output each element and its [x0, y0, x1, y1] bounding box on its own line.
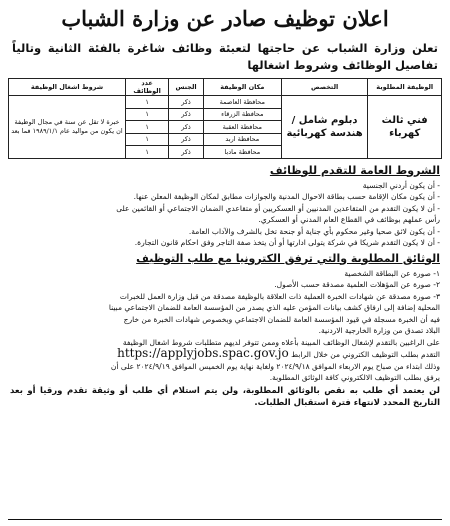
job-title-cell: فني ثالث كهرباء	[368, 96, 442, 159]
general-conditions-heading: الشروط العامة للتقدم للوظائف	[269, 163, 440, 177]
list-item: البلاد تصدق من وزارة الخارجية الاردنية.	[318, 326, 440, 335]
header-count: عدد الوظائف	[125, 79, 168, 96]
list-item: - أن لا يكون التقدم من المتقاعدين المدنيين أو العسكريين أو متقاعدي الضمان الاجتماعي أو القائمين على	[116, 203, 440, 213]
place-cell: محافظة مادبا	[203, 146, 281, 159]
count-cell: ١	[125, 108, 168, 121]
header-place: مكان الوظيفة	[203, 79, 281, 96]
header-job: الوظيفة المطلوبة	[368, 79, 442, 96]
list-item: - أن لا يكون التقدم شريكا في شركة يتولى ادارتها أو أن يتخذ صفة التاجر وفق احكام قانون التجارة.	[134, 238, 440, 247]
place-cell: محافظة العقبة	[203, 121, 281, 134]
jobs-table	[8, 78, 442, 159]
list-item: ١- صورة عن البطاقة الشخصية	[344, 268, 440, 278]
gender-cell: ذكر	[169, 108, 204, 121]
place-cell: محافظة العاصمة	[203, 96, 281, 109]
list-item: ٢- صورة عن المؤهلات العلمية مصدقة حسب الأصول.	[274, 280, 440, 289]
header-gender: الجنس	[169, 79, 204, 96]
header-conditions: شروط اشغال الوظيفة	[9, 79, 126, 96]
apply-line-1: على الراغبين بالتقدم لإشغال الوظائف المبينة بأعلاه وممن تتوفر لديهم متطلبات شروط اشغال الوظيفة	[122, 337, 440, 347]
count-cell: ١	[125, 121, 168, 134]
apply-line-2	[10, 348, 440, 361]
important-note: لن يعتمد أي طلب به نقص بالوثائق المطلوبة، ولن يتم استلام أي طلب أو وثيقة تقدم ورقيا أو بعد التاريخ المحدد لانتهاء فترة استقبال الطلبات.	[10, 385, 440, 408]
list-item: - أن يكون لائق صحيا وغير محكوم بأي جناية أو جنحة تخل بالشرف والآداب العامة.	[188, 226, 440, 236]
place-cell: محافظة الزرقاء	[203, 108, 281, 121]
count-cell: ١	[125, 96, 168, 109]
gender-cell: ذكر	[169, 121, 204, 134]
list-item: - أن يكون أردني الجنسية	[362, 180, 440, 190]
list-item: - أن يكون مكان الإقامة حسب بطاقة الاحوال المدنية والجوازات مطابق لمكان الوظيفة المعلن عنها.	[133, 192, 440, 201]
list-item: فيه أن الخبرة مسجلة في قيود المؤسسة العامة للضمان الاجتماعي وبخصوص شهادات الخبرة من خارج	[123, 314, 440, 324]
table-row	[9, 96, 442, 109]
count-cell: ١	[125, 133, 168, 146]
list-item: المحلية إضافة إلى ارفاق كشف بيانات المؤمن عليه الذي يصدر من المؤسسة العامة للضمان الاجتماعي مبينا	[108, 303, 440, 312]
announcement-title: اعلان توظيف صادر عن وزارة الشباب	[61, 6, 389, 31]
apply-line-4: يرفق بطلب التوظيف الالكتروني كافة الوثائق المطلوبة.	[269, 373, 440, 382]
specialty-cell: دبلوم شامل / هندسة كهربائية	[281, 96, 368, 159]
gender-cell: ذكر	[169, 133, 204, 146]
jobs-table-header-row	[9, 79, 442, 96]
announcement-intro: تعلن وزارة الشباب عن حاجتها لتعبئة وظائف شاغرة بالفئة الثانية وتالياً تفاصيل الوظائف وشروط اشغالها	[12, 41, 438, 72]
bottom-divider	[8, 519, 442, 520]
gender-cell: ذكر	[169, 96, 204, 109]
apply-link[interactable]: https://applyjobs.spac.gov.jo	[117, 346, 289, 360]
apply-link-prefix: التقدم بطلب التوظيف الكتروني من خلال الرابط	[291, 350, 440, 359]
gender-cell: ذكر	[169, 146, 204, 159]
count-cell: ١	[125, 146, 168, 159]
list-item: ٣- صورة مصدقة عن شهادات الخبرة العملية ذات العلاقة بالوظيفة مصدقة من قبل وزارة العمل للخبرات	[119, 291, 440, 301]
place-cell: محافظة اربد	[203, 133, 281, 146]
conditions-cell: خبرة لا تقل عن سنة في مجال الوظيفة ان يكون من مواليد عام ١٩٨٩/١/١ فما بعد	[9, 96, 126, 159]
header-specialty: التخصص	[281, 79, 368, 96]
apply-line-3: وذلك ابتداء من صباح يوم الاربعاء الموافق ٢٠٢٤/٩/١٨ ولغاية نهاية يوم الخميس الموافق ٢٠٢٤/٩/١٩ على أن	[110, 361, 440, 371]
required-documents-heading: الوثائق المطلوبة والتي ترفق الكترونيا مع طلب التوظيف	[136, 251, 440, 265]
list-item: رأس عملهم بوظائف في القطاع العام المدني أو العسكري.	[258, 215, 440, 224]
